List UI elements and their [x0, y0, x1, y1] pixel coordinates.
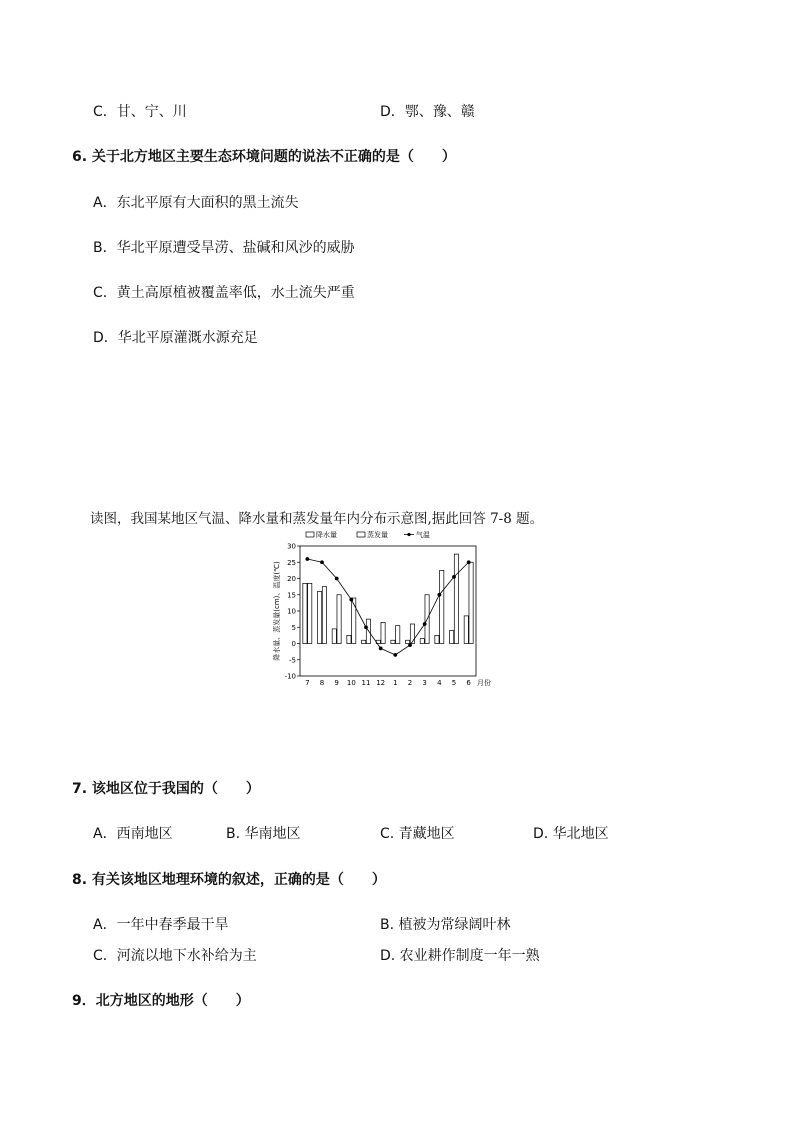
q6-stem: 6. 关于北方地区主要生态环境问题的说法不正确的是（ ） [72, 149, 456, 165]
q8-stem: 8. 有关该地区地理环境的叙述，正确的是（ ） [72, 872, 386, 888]
legend-temperature-label: 气温 [416, 531, 430, 539]
evaporation-bar [337, 595, 341, 644]
q6-option-d: D．华北平原灌溉水源充足 [93, 330, 258, 346]
evaporation-bar [396, 626, 400, 644]
x-tick-label: 12 [376, 679, 386, 687]
y-tick-label: 20 [287, 575, 296, 583]
y-tick-label: 5 [291, 623, 296, 632]
q8-option-b: B. 植被为常绿阔叶林 [380, 917, 511, 933]
q9-stem: 9．北方地区的地形（ ） [72, 993, 250, 1009]
temperature-point [320, 560, 324, 564]
precipitation-bar [347, 635, 351, 643]
temperature-point [379, 646, 383, 650]
q7-stem: 7. 该地区位于我国的（ ） [72, 781, 260, 797]
y-axis-label: 降水量、蒸发量(cm)、温度(℃) [273, 561, 281, 661]
q6-option-b: B．华北平原遭受旱涝、盐碱和风沙的威胁 [93, 240, 355, 256]
evaporation-bar [454, 554, 458, 643]
x-tick-label: 5 [451, 679, 457, 687]
evaporation-bar [469, 562, 473, 643]
q6-option-c: C．黄土高原植被覆盖率低，水土流失严重 [93, 285, 355, 301]
legend-precipitation-label: 降水量 [316, 531, 337, 539]
evaporation-bar [322, 587, 326, 644]
q6-option-a: A．东北平原有大面积的黑土流失 [93, 195, 299, 211]
q8-option-d: D. 农业耕作制度一年一熟 [380, 948, 540, 964]
temperature-point [452, 575, 456, 579]
y-tick-label: 30 [287, 542, 296, 551]
x-tick-label: 2 [407, 679, 413, 687]
y-tick-label: -5 [289, 656, 296, 665]
legend-evaporation-label: 蒸发量 [367, 531, 388, 539]
legend-temperature-marker [407, 533, 410, 536]
precipitation-bar [450, 631, 454, 644]
evaporation-bar [440, 570, 444, 643]
temperature-point [335, 577, 339, 581]
precipitation-bar [318, 592, 322, 644]
evaporation-bar [381, 622, 385, 643]
temperature-point [393, 653, 397, 657]
y-tick-label: 25 [287, 558, 296, 567]
temperature-point [437, 593, 441, 597]
evaporation-bar [410, 624, 414, 644]
legend-evaporation-swatch [357, 532, 365, 537]
y-tick-label: 15 [287, 591, 296, 600]
q8-option-c: C．河流以地下水补给为主 [93, 948, 257, 964]
temperature-point [364, 625, 368, 629]
x-tick-label: 3 [422, 679, 427, 687]
precipitation-bar [435, 635, 439, 643]
q5-option-c: C．甘、宁、川 [93, 104, 187, 120]
q7-option-c: C. 青藏地区 [380, 826, 455, 842]
precipitation-bar [362, 640, 366, 643]
precipitation-bar [391, 640, 395, 643]
q7-option-a: A．西南地区 [93, 826, 173, 842]
legend-precipitation-swatch [306, 532, 314, 537]
x-tick-label: 6 [466, 679, 471, 687]
evaporation-bar [308, 583, 312, 643]
q8-option-a: A．一年中春季最干旱 [93, 917, 229, 933]
x-tick-label: 4 [437, 679, 442, 687]
x-tick-label: 1 [393, 679, 398, 687]
y-tick-label: -10 [284, 672, 296, 681]
x-tick-label: 11 [361, 679, 371, 687]
temperature-point [423, 622, 427, 626]
precipitation-bar [406, 640, 410, 643]
y-tick-label: 0 [291, 640, 296, 648]
climate-chart [268, 528, 508, 690]
chart-intro: 读图，我国某地区气温、降水量和蒸发量年内分布示意图,据此回答 7-8 题。 [90, 511, 544, 527]
temperature-point [408, 643, 412, 647]
x-tick-label: 7 [305, 679, 310, 687]
x-tick-label: 9 [334, 679, 339, 687]
precipitation-bar [464, 616, 468, 644]
q5-option-d: D．鄂、豫、赣 [380, 104, 475, 120]
temperature-line [307, 559, 468, 655]
precipitation-bar [332, 629, 336, 644]
q7-option-b: B. 华南地区 [226, 826, 301, 842]
temperature-point [305, 557, 309, 561]
precipitation-bar [303, 583, 307, 643]
x-tick-label: 8 [319, 679, 325, 687]
temperature-point [349, 598, 353, 602]
y-tick-label: 10 [287, 607, 296, 616]
q7-option-d: D. 华北地区 [533, 826, 609, 842]
x-tick-label: 10 [346, 679, 356, 687]
x-axis-label: 月份 [477, 679, 491, 687]
precipitation-bar [420, 639, 424, 644]
temperature-point [467, 560, 471, 564]
